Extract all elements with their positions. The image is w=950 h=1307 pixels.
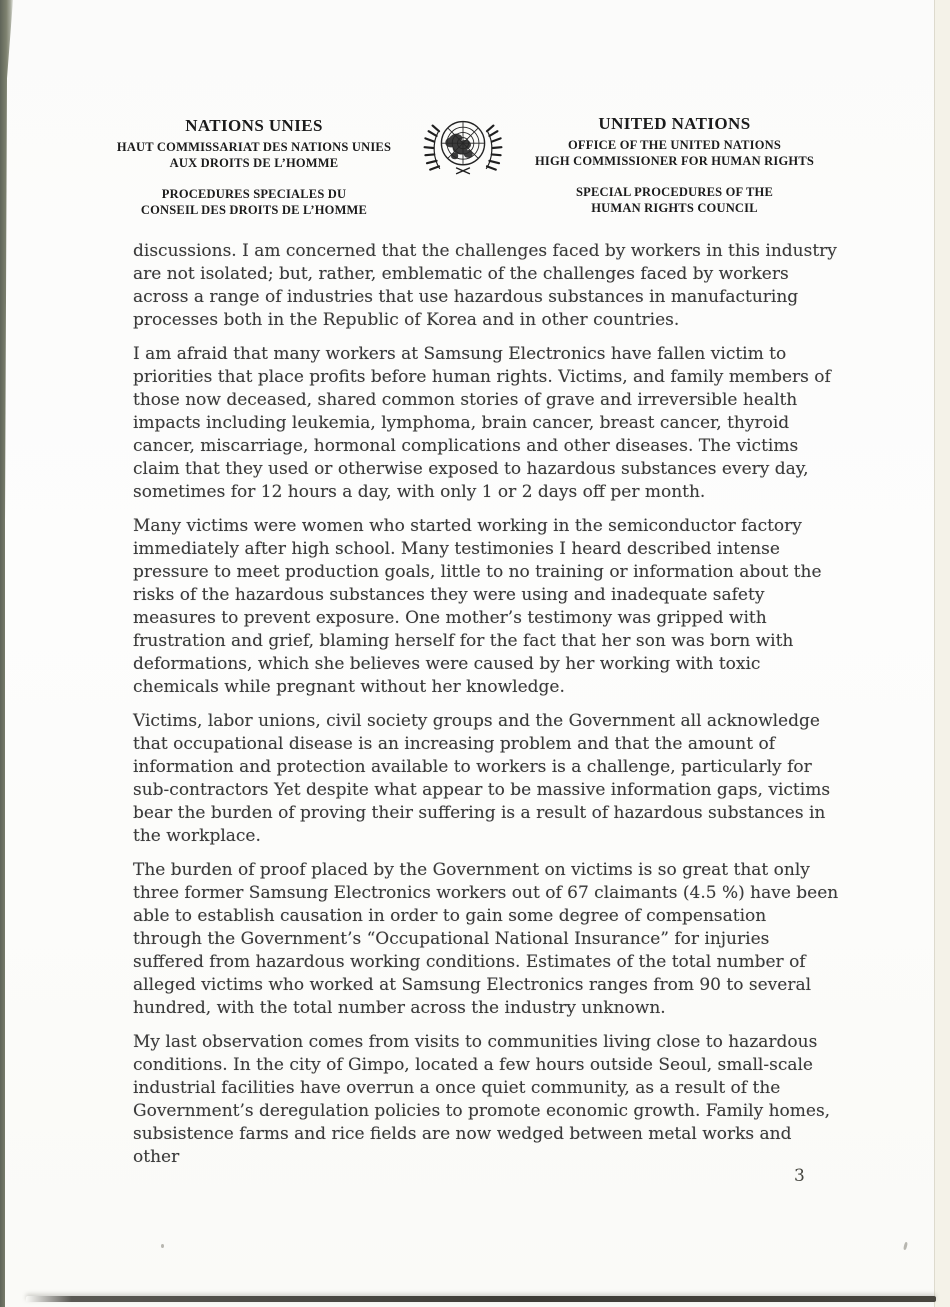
letterhead-english-line: OFFICE OF THE UNITED NATIONS — [567, 138, 782, 152]
un-emblem-icon — [423, 103, 503, 193]
body-paragraph: Many victims were women who started working in the semiconductor factory immediately after high school. Many testimonies I heard described intense pressure to meet production goals, little to no training or information about the risks of the hazardous substances they were using and inadequate safety measures to prevent exposure. One mother’s testimony was gripped with frustration and grief, blaming herself for the fact that her son was born with deformations, which she believes were caused by her working with toxic chemicals while pregnant without her knowledge. — [133, 516, 822, 697]
letterhead-french — [95, 116, 413, 218]
letterhead-english-line: SPECIAL PROCEDURES OF THE — [575, 185, 774, 199]
letterhead-french-title: NATIONS UNIES — [185, 116, 323, 135]
letterhead-french-line: PROCEDURES SPECIALES DU — [161, 187, 347, 201]
letterhead-english-title: UNITED NATIONS — [598, 114, 751, 133]
letterhead-english-line: HIGH COMMISSIONER FOR HUMAN RIGHTS — [534, 153, 815, 168]
letterhead — [0, 0, 950, 230]
letterhead-french-line: AUX DROITS DE L’HOMME — [169, 155, 339, 170]
body-paragraph: The burden of proof placed by the Government on victims is so great that only three former Samsung Electronics workers out of 67 claimants (4.5 %) have been able to establish causation in order to gain some degree of compensation through the Government’s “Occupational National Insurance” for injuries suffered from hazardous working conditions. Estimates of the total number of alleged victims who worked at Samsung Electronics ranges from 90 to several hundred, with the total number across the industry unknown. — [133, 860, 839, 1018]
body-paragraph: Victims, labor unions, civil society groups and the Government all acknowledge that occupational disease is an increasing problem and that the amount of information and protection available to workers is a challenge, particularly for sub-contractors Yet despite what appear to be massive information gaps, victims bear the burden of proving their suffering is a result of hazardous substances in the workplace. — [133, 711, 831, 846]
scan-edge-bottom — [26, 1296, 936, 1302]
letterhead-french-sub — [95, 187, 413, 218]
body-paragraph: discussions. I am concerned that the challenges faced by workers in this industry are not isolated; but, rather, emblematic of the challenges faced by workers across a range of industries that use hazardous substances in manufacturing processes both in the Republic of Korea and in other countries. — [133, 241, 837, 330]
letterhead-french-line: CONSEIL DES DROITS DE L’HOMME — [140, 202, 368, 217]
letterhead-english-line: HUMAN RIGHTS COUNCIL — [591, 200, 758, 215]
letterhead-english-sub — [512, 185, 837, 216]
letter-body — [133, 240, 839, 1180]
letterhead-french-line: HAUT COMMISSARIAT DES NATIONS UNIES — [116, 140, 392, 154]
letterhead-english — [512, 114, 837, 216]
scan-artifact — [161, 1244, 164, 1248]
page-number: 3 — [794, 1166, 805, 1186]
scan-artifact — [903, 1242, 908, 1250]
body-paragraph: My last observation comes from visits to communities living close to hazardous conditions. In the city of Gimpo, located a few hours outside Seoul, small-scale industrial facilities have overrun a once quiet community, as a result of the Government’s deregulation policies to promote economic growth. Family homes, subsistence farms and rice fields are now wedged between metal works and other — [133, 1032, 831, 1167]
body-paragraph: I am afraid that many workers at Samsung Electronics have fallen victim to priorities that place profits before human rights. Victims, and family members of those now deceased, shared common stories of grave and irreversible health impacts including leukemia, lymphoma, brain cancer, breast cancer, thyroid cancer, miscarriage, hormonal complications and other diseases. The victims claim that they used or otherwise exposed to hazardous substances every day, sometimes for 12 hours a day, with only 1 or 2 days off per month. — [133, 344, 831, 502]
